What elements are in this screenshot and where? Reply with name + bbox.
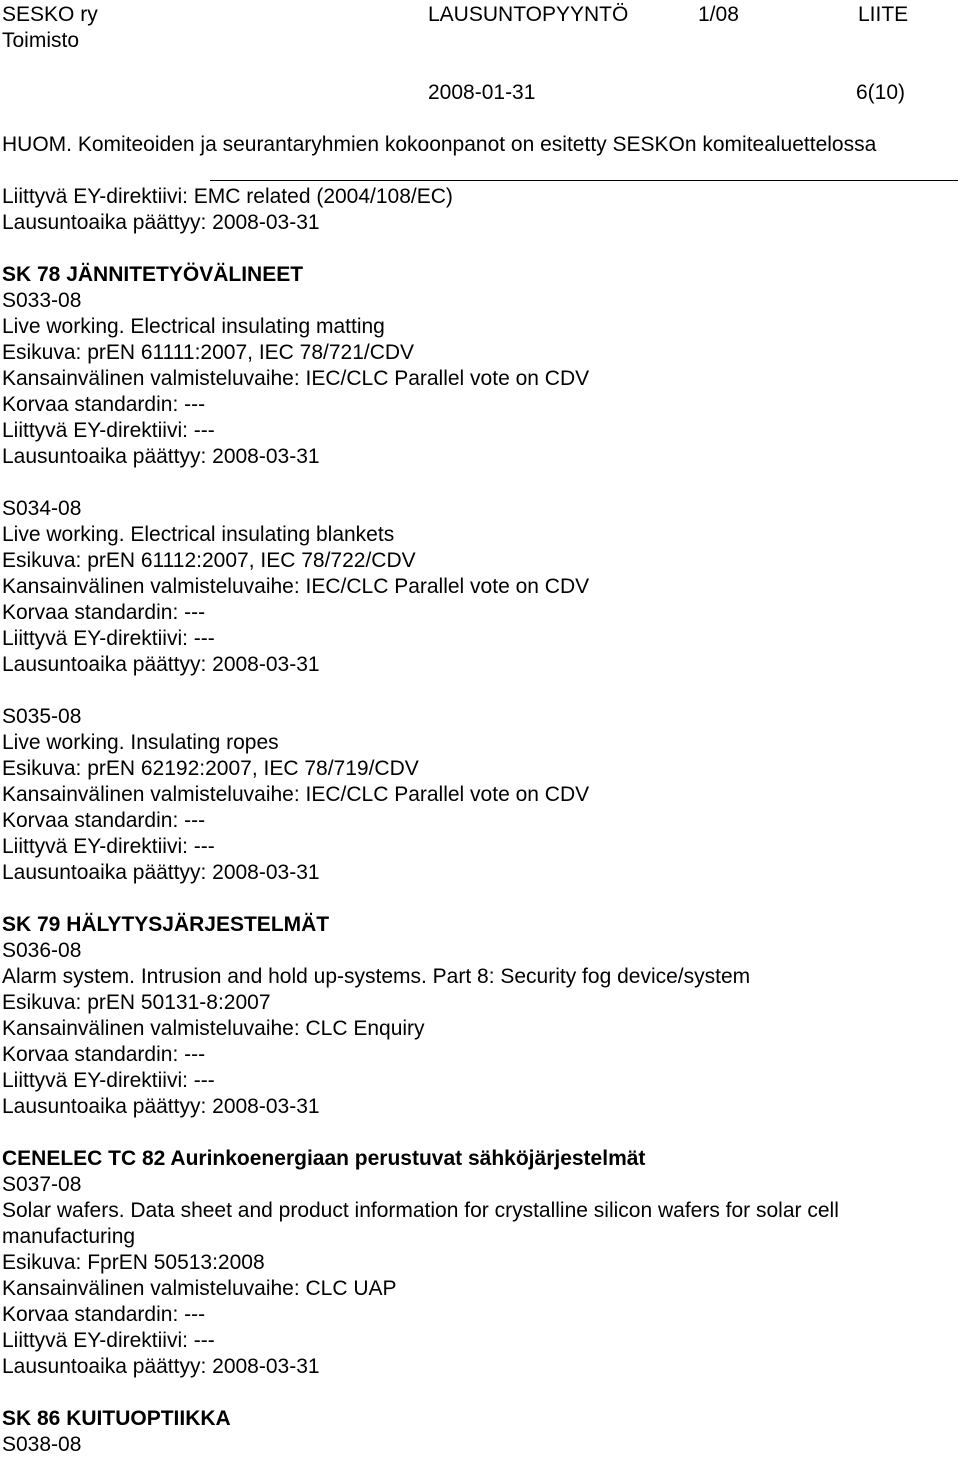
item-code: S034-08 (2, 497, 82, 520)
divider-rule (210, 180, 958, 181)
item-basis: Esikuva: prEN 61111:2007, IEC 78/721/CDV (2, 341, 415, 364)
header-appendix: LIITE (858, 3, 909, 26)
item-directive: Liittyvä EY-direktiivi: --- (2, 1069, 215, 1092)
item-directive: Liittyvä EY-direktiivi: --- (2, 419, 215, 442)
section-heading: SK 86 KUITUOPTIIKKA (2, 1407, 231, 1430)
item-deadline: Lausuntoaika päättyy: 2008-03-31 (2, 1355, 320, 1378)
item-stage: Kansainvälinen valmisteluvaihe: CLC UAP (2, 1277, 397, 1300)
item-title: Alarm system. Intrusion and hold up-systems. Part 8: Security fog device/system (2, 965, 751, 988)
item-directive: Liittyvä EY-direktiivi: --- (2, 1329, 215, 1352)
section-heading: SK 79 HÄLYTYSJÄRJESTELMÄT (2, 913, 330, 936)
item-code: S038-08 (2, 1433, 82, 1456)
item-replaces: Korvaa standardin: --- (2, 601, 206, 624)
item-code: S036-08 (2, 939, 82, 962)
item-stage: Kansainvälinen valmisteluvaihe: CLC Enquiry (2, 1017, 425, 1040)
item-title: Solar wafers. Data sheet and product information for crystalline silicon wafers for solar cell (2, 1199, 839, 1222)
item-directive: Liittyvä EY-direktiivi: --- (2, 627, 215, 650)
item-directive: Liittyvä EY-direktiivi: --- (2, 835, 215, 858)
item-basis: Esikuva: FprEN 50513:2008 (2, 1251, 265, 1274)
item-basis: Esikuva: prEN 62192:2007, IEC 78/719/CDV (2, 757, 419, 780)
item-deadline: Lausuntoaika päättyy: 2008-03-31 (2, 445, 320, 468)
header-unit: Toimisto (2, 29, 80, 52)
item-basis: Esikuva: prEN 50131-8:2007 (2, 991, 271, 1014)
item-code: S033-08 (2, 289, 82, 312)
section-heading: SK 78 JÄNNITETYÖVÄLINEET (2, 263, 304, 286)
item-basis: Esikuva: prEN 61112:2007, IEC 78/722/CDV (2, 549, 416, 572)
header-doc-number: 1/08 (698, 3, 739, 26)
item-replaces: Korvaa standardin: --- (2, 1043, 206, 1066)
section-heading: CENELEC TC 82 Aurinkoenergiaan perustuvat sähköjärjestelmät (2, 1147, 646, 1170)
header-doc-type: LAUSUNTOPYYNTÖ (428, 3, 629, 26)
header-org: SESKO ry (2, 3, 98, 26)
intro-deadline: Lausuntoaika päättyy: 2008-03-31 (2, 211, 320, 234)
item-stage: Kansainvälinen valmisteluvaihe: IEC/CLC Parallel vote on CDV (2, 783, 590, 806)
intro-directive: Liittyvä EY-direktiivi: EMC related (2004/108/EC) (2, 185, 453, 208)
item-replaces: Korvaa standardin: --- (2, 1303, 206, 1326)
item-deadline: Lausuntoaika päättyy: 2008-03-31 (2, 653, 320, 676)
item-title: Live working. Electrical insulating matting (2, 315, 385, 338)
item-replaces: Korvaa standardin: --- (2, 393, 206, 416)
item-title: Live working. Insulating ropes (2, 731, 279, 754)
item-replaces: Korvaa standardin: --- (2, 809, 206, 832)
item-deadline: Lausuntoaika päättyy: 2008-03-31 (2, 1095, 320, 1118)
header-page-number: 6(10) (856, 81, 906, 104)
item-code: S037-08 (2, 1173, 82, 1196)
note-text: HUOM. Komiteoiden ja seurantaryhmien kokoonpanot on esitetty SESKOn komitealuettelossa (2, 133, 877, 156)
item-deadline: Lausuntoaika päättyy: 2008-03-31 (2, 861, 320, 884)
item-stage: Kansainvälinen valmisteluvaihe: IEC/CLC Parallel vote on CDV (2, 575, 590, 598)
item-title-continued: manufacturing (2, 1225, 136, 1248)
header-date: 2008-01-31 (428, 81, 536, 104)
item-code: S035-08 (2, 705, 82, 728)
item-stage: Kansainvälinen valmisteluvaihe: IEC/CLC Parallel vote on CDV (2, 367, 590, 390)
item-title: Live working. Electrical insulating blankets (2, 523, 395, 546)
